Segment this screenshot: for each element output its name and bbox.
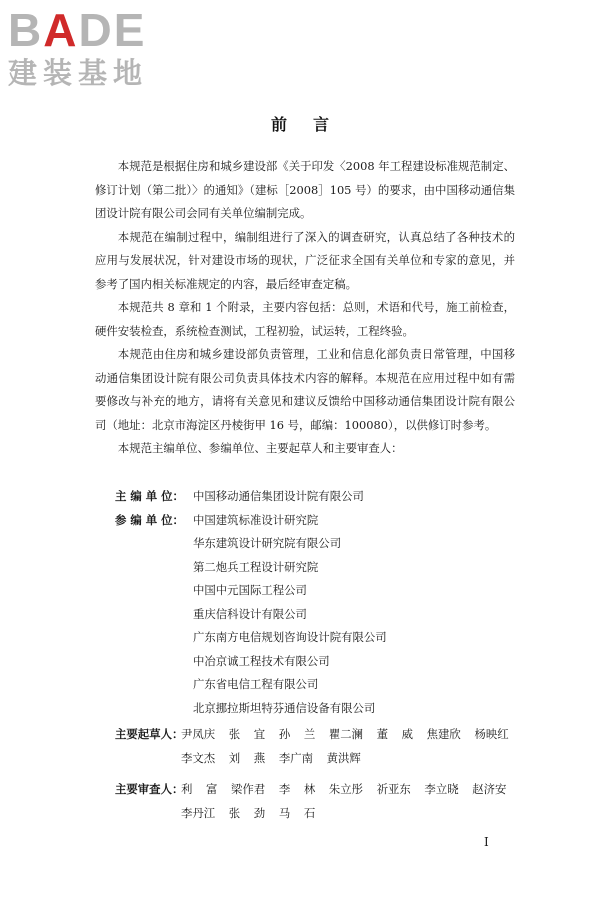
paragraph: 本规范在编制过程中，编制组进行了深入的调查研究，认真总结了各种技术的应用与发展状况，针对建设市场的现状，广泛征求全国有关单位和专家的意见，并参考了国内相关标准规定的内容，最后经审查定稿。	[95, 229, 515, 291]
units-list	[115, 485, 535, 720]
bade-logo	[8, 6, 178, 96]
participating-unit: 广东南方电信规划咨询设计院有限公司	[193, 630, 387, 644]
chief-unit-row	[115, 485, 535, 509]
participating-unit: 北京挪拉斯坦特芬通信设备有限公司	[193, 700, 376, 715]
logo-subtitle: 建装基地	[8, 56, 149, 90]
page-title: 前言	[270, 115, 355, 134]
participating-unit: 中国建筑标准设计研究院	[193, 512, 319, 527]
logo-wordmark: BADE	[8, 4, 147, 56]
participating-unit: 第二炮兵工程设计研究院	[193, 559, 319, 574]
chief-unit-label: 主 编 单 位：	[115, 489, 184, 503]
participating-unit: 华东建筑设计研究院有限公司	[193, 536, 342, 550]
drafters-row	[115, 723, 555, 747]
reviewers-row	[115, 778, 555, 802]
participating-unit: 重庆信科设计有限公司	[193, 606, 307, 621]
participating-unit-row	[115, 509, 535, 533]
drafters-names: 尹凤庆 张 宜 孙 兰 瞿二澜 董 威 焦建欣 杨映红	[181, 727, 509, 741]
reviewers-names-cont: 李丹江 张 劲 马 石	[181, 805, 316, 820]
paragraph: 本规范主编单位、参编单位、主要起草人和主要审查人：	[117, 441, 403, 455]
people-list	[115, 723, 555, 825]
participating-unit: 广东省电信工程有限公司	[193, 677, 319, 691]
preface-body	[95, 155, 515, 461]
chief-unit-value: 中国移动通信集团设计院有限公司	[193, 489, 364, 503]
reviewers-label: 主要审查人：	[115, 782, 184, 796]
paragraph: 本规范由住房和城乡建设部负责管理，工业和信息化部负责日常管理，中国移动通信集团设计院有限公司负责具体技术内容的解释。本规范在应用过程中如有需要修改与补充的地方，请将有关意见和建议反馈给中国移动通信集团设计院有限公司（地址：北京市海淀区丹棱街甲 16 号，邮编：100080），以供修订时参考。	[95, 347, 515, 432]
page-number: I	[484, 835, 489, 849]
participating-unit: 中冶京诚工程技术有限公司	[193, 653, 330, 668]
participating-unit-label: 参 编 单 位：	[115, 512, 184, 527]
paragraph: 本规范是根据住房和城乡建设部《关于印发〈2008 年工程建设标准规范制定、修订计划（第二批）〉的通知》（建标［2008］105 号）的要求，由中国移动通信集团设计院有限公司会同有关单位编制完成。	[95, 159, 515, 220]
drafters-label: 主要起草人：	[115, 727, 184, 741]
reviewers-names: 利 富 梁作君 李 林 朱立彤 祈亚东 李立晓 赵济安	[181, 782, 507, 796]
participating-unit: 中国中元国际工程公司	[193, 583, 307, 597]
drafters-names-cont: 李文杰 刘 燕 李广南 黄洪辉	[181, 750, 361, 765]
paragraph: 本规范共 8 章和 1 个附录，主要内容包括：总则，术语和代号，施工前检查，硬件安装检查，系统检查测试，工程初验，试运转，工程终验。	[95, 300, 515, 338]
